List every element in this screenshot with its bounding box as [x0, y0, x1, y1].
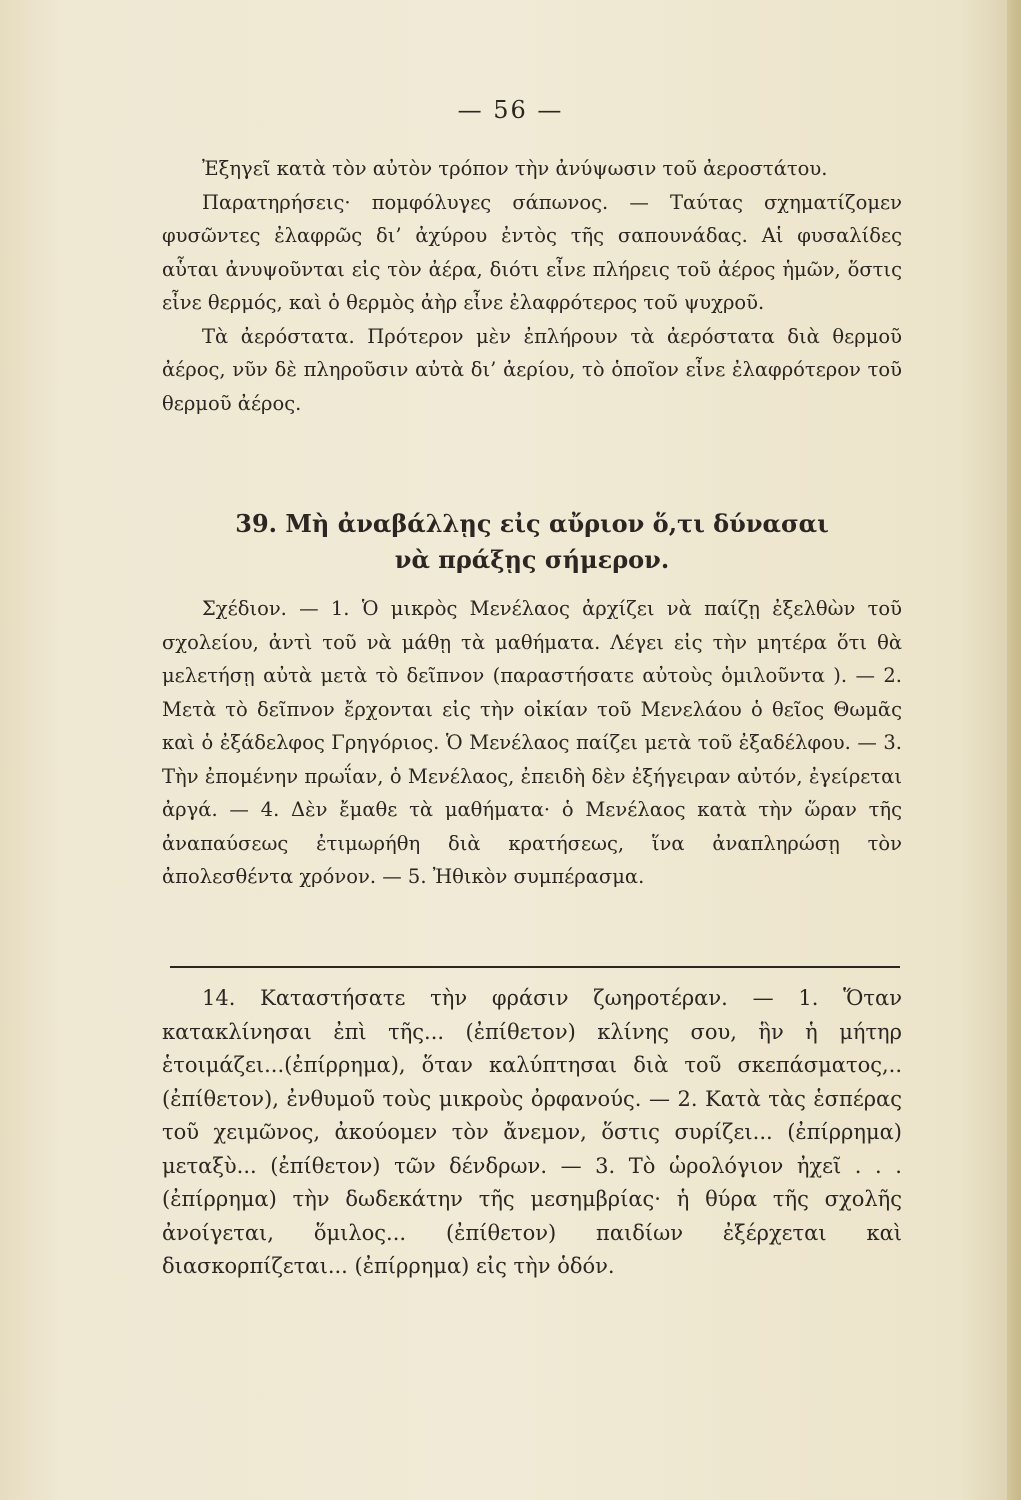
- divider-rule: [170, 966, 900, 968]
- page-number: — 56 —: [457, 96, 564, 124]
- section-plan: [162, 592, 902, 894]
- paragraph-explanation: Ἐξηγεῖ κατὰ τὸν αὐτὸν τρόπον τὴν ἀνύψωσιν τοῦ ἀεροστάτου.: [202, 157, 828, 180]
- page-edge: [1007, 0, 1021, 1500]
- paragraph-plan: Σχέδιον. — 1. Ὁ μικρὸς Μενέλαος ἀρχίζει νὰ παίζῃ ἐξελθὼν τοῦ σχολείου, ἀντὶ τοῦ νὰ μάθῃ τὰ μαθήματα. Λέγει εἰς τὴν μητέρα ὅτι θὰ μελετήσῃ αὐτὰ μετὰ τὸ δεῖπνον (παραστήσατε αὐτοὺς ὁμιλοῦντα ). — 2. Μετὰ τὸ δεῖπνον ἔρχονται εἰς τὴν οἰκίαν τοῦ Μενελάου ὁ θεῖος Θωμᾶς καὶ ὁ ἐξάδελφος Γρηγόριος. Ὁ Μενέλαος παίζει μετὰ τοῦ ἐξαδέλφου. — 3. Τὴν ἐπομένην πρωΐαν, ὁ Μενέλαος, ἐπειδὴ δὲν ἐξήγειραν αὐτόν, ἐγείρεται ἀργά. — 4. Δὲν ἔμαθε τὰ μαθήματα· ὁ Μενέλαος κατὰ τὴν ὥραν τῆς ἀναπαύσεως ἐτιμωρήθη διὰ κρατήσεως, ἵνα ἀναπληρώσῃ τὸν ἀπολεσθέντα χρόνον. — 5. Ἠθικὸν συμπέρασμα.: [162, 597, 902, 888]
- heading-line-1: 39. Μὴ ἀναβάλλῃς εἰς αὔριον ὅ,τι δύνασαι: [235, 509, 829, 538]
- paragraph-exercise: 14. Καταστήσατε τὴν φράσιν ζωηροτέραν. — 1. Ὅταν κατακλίνησαι ἐπὶ τῆς... (ἐπίθετον) κλίνης σου, ἣν ἡ μήτηρ ἑτοιμάζει...(ἐπίρρημα), ὅταν καλύπτησαι διὰ τοῦ σκεπάσματος,.. (ἐπίθετον), ἐνθυμοῦ τοὺς μικροὺς ὀρφανούς. — 2. Κατὰ τὰς ἑσπέρας τοῦ χειμῶνος, ἀκούομεν τὸν ἄνεμον, ὅστις συρίζει... (ἐπίρρημα) μεταξὺ... (ἐπίθετον) τῶν δένδρων. — 3. Τὸ ὡρολόγιον ἠχεῖ . . . (ἐπίρρημα) τὴν δωδεκάτην τῆς μεσημβρίας· ἡ θύρα τῆς σχολῆς ἀνοίγεται, ὅμιλος... (ἐπίθετον) παιδίων ἐξέρχεται καὶ διασκορπίζεται... (ἐπίρρημα) εἰς τὴν ὁδόν.: [162, 986, 902, 1278]
- section-balloon: [162, 152, 902, 420]
- paragraph-balloons: Τὰ ἀερόστατα. Πρότερον μὲν ἐπλήρουν τὰ ἀερόστατα διὰ θερμοῦ ἀέρος, νῦν δὲ πληροῦσιν αὐτὰ δι’ ἀερίου, τὸ ὁποῖον εἶνε ἐλαφρότερον τοῦ θερμοῦ ἀέρος.: [162, 324, 902, 415]
- heading-line-2: νὰ πράξῃς σήμερον.: [394, 545, 670, 574]
- section-heading: [162, 506, 902, 578]
- paragraph-observations: Παρατηρήσεις· πομφόλυγες σάπωνος. — Ταύτας σχηματίζομεν φυσῶντες ἐλαφρῶς δι’ ἀχύρου ἐντὸς τῆς σαπουνάδας. Αἱ φυσαλίδες αὗται ἀνυψοῦνται εἰς τὸν ἀέρα, διότι εἶνε πλήρεις τοῦ ἀέρος ἡμῶν, ὅστις εἶνε θερμός, καὶ ὁ θερμὸς ἀὴρ εἶνε ἐλαφρότερος τοῦ ψυχροῦ.: [162, 190, 902, 314]
- section-exercise: [162, 982, 902, 1284]
